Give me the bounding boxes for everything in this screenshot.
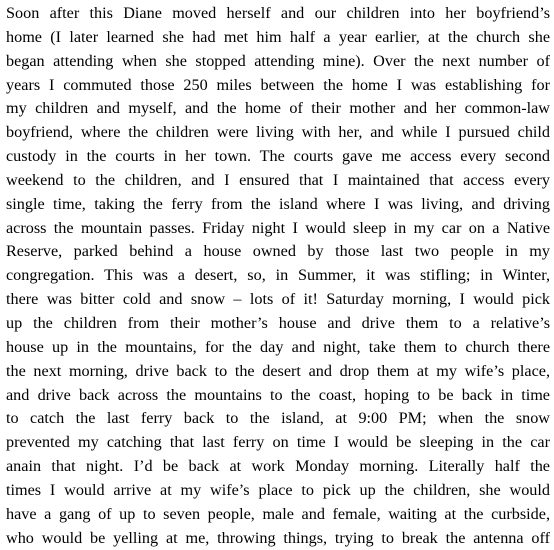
text-line-6: boyfriend, where the children were living with her, and while I pursued child	[6, 123, 550, 142]
text-line-19: prevented my catching that last ferry on time I would be sleeping in the car	[6, 433, 550, 452]
text-line-13: there was bitter cold and snow – lots of it! Saturday morning, I would pick	[6, 290, 550, 309]
text-line-5: my children and myself, and the home of their mother and her common-law	[6, 99, 550, 118]
text-line-10: across the mountain passes. Friday night I would sleep in my car on a Native	[6, 218, 550, 237]
text-line-2: home (I later learned she had met him half a year earlier, at the church she	[6, 27, 550, 46]
body-paragraph	[6, 2, 550, 550]
text-line-21: times I would arrive at my wife’s place to pick up the children, she would	[6, 480, 550, 499]
text-line-7: custody in the courts in her town. The courts gave me access every second	[6, 147, 550, 166]
text-line-9: single time, taking the ferry from the island where I was living, and driving	[6, 194, 550, 213]
text-line-12: congregation. This was a desert, so, in Summer, it was stifling; in Winter,	[6, 266, 550, 285]
text-line-14: up the children from their mother’s house and drive them to a relative’s	[6, 313, 550, 332]
text-line-17: and drive back across the mountains to the coast, hoping to be back in time	[6, 385, 550, 404]
text-line-16: the next morning, drive back to the desert and drop them at my wife’s place,	[6, 361, 550, 380]
text-line-1: Soon after this Diane moved herself and our children into her boyfriend’s	[6, 4, 550, 22]
text-line-15: house up in the mountains, for the day and night, take them to church there	[6, 337, 550, 356]
text-line-3: began attending when she stopped attending mine). Over the next number of	[6, 51, 550, 70]
text-line-11: Reserve, parked behind a house owned by those last two people in my	[6, 242, 550, 261]
text-line-23: who would be yelling at me, throwing things, trying to break the antenna off	[6, 528, 550, 547]
text-line-20: anain that night. I’d be back at work Monday morning. Literally half the	[6, 457, 550, 476]
text-line-8: weekend to the children, and I ensured that I maintained that access every	[6, 170, 550, 189]
text-line-4: years I commuted those 250 miles between the home I was establishing for	[6, 75, 550, 94]
text-line-18: to catch the last ferry back to the island, at 9:00 PM; when the snow	[6, 409, 550, 428]
text-line-22: have a gang of up to seven people, male and female, waiting at the curbside,	[6, 504, 550, 523]
